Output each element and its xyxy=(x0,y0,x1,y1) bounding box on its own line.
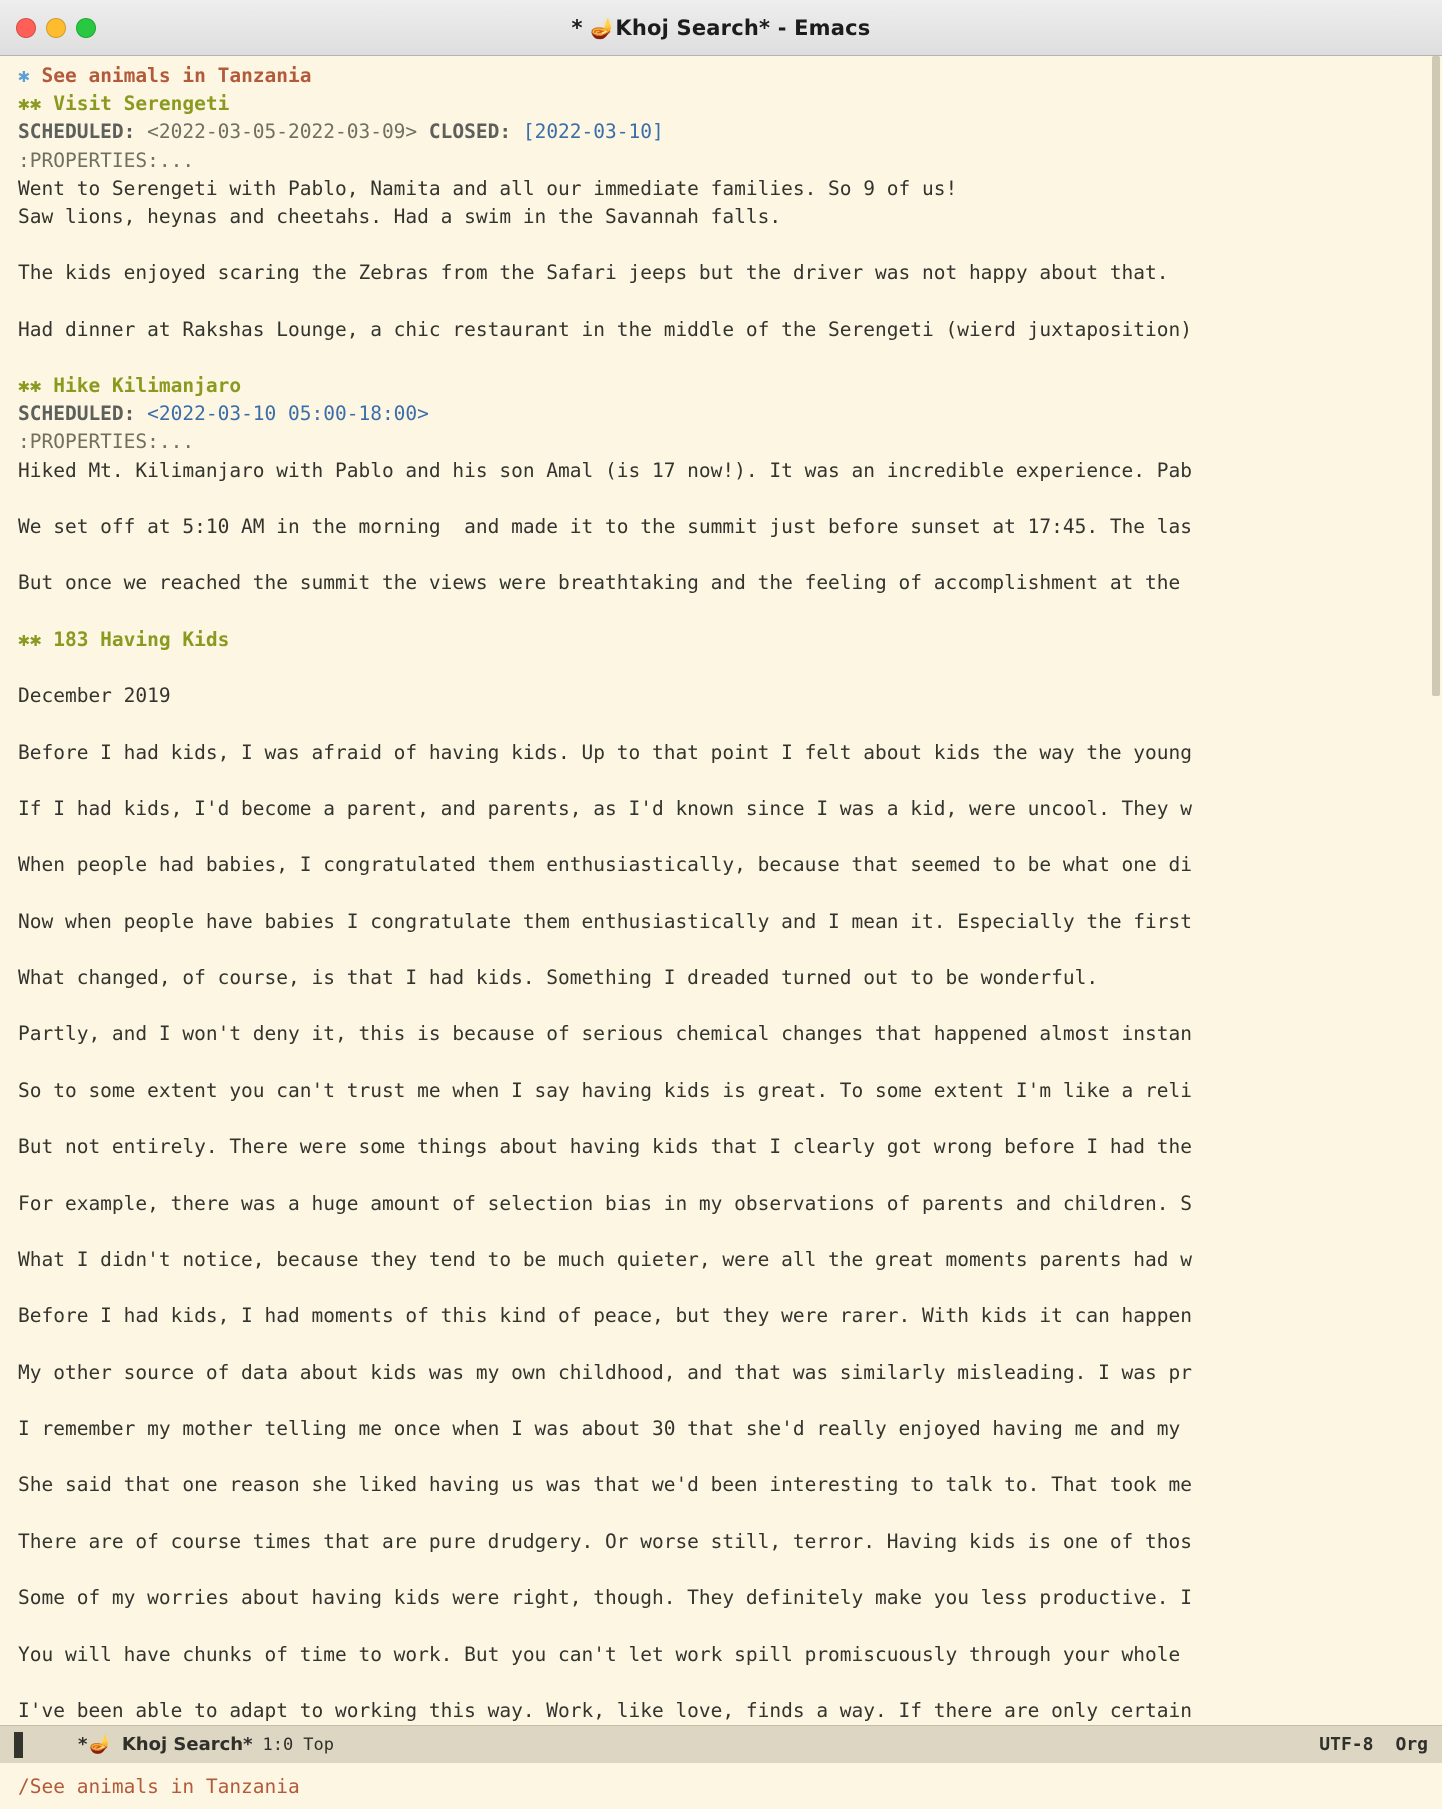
buffer-text: Partly, and I won't deny it, this is because of serious chemical changes that happened almost instan xyxy=(18,1022,1192,1046)
buffer-line xyxy=(18,1584,1426,1612)
buffer-line xyxy=(18,203,1426,231)
zoom-button-icon[interactable] xyxy=(76,18,96,38)
mode-line xyxy=(0,1725,1442,1763)
buffer-line xyxy=(18,1105,1426,1133)
org-scheduled-keyword: SCHEDULED: xyxy=(18,120,136,144)
buffer-line xyxy=(18,1387,1426,1415)
buffer-text: Before I had kids, I was afraid of having kids. Up to that point I felt about kids the way the young xyxy=(18,740,1192,764)
buffer-line xyxy=(18,1218,1426,1246)
buffer-line xyxy=(18,626,1426,654)
buffer-line xyxy=(18,1697,1426,1725)
buffer-line xyxy=(18,1471,1426,1499)
title-bar xyxy=(0,0,1442,56)
buffer-line xyxy=(18,62,1426,90)
buffer-line xyxy=(18,344,1426,372)
buffer-text: She said that one reason she liked having us was that we'd been interesting to talk to. That took me xyxy=(18,1473,1192,1497)
buffer-line xyxy=(18,1246,1426,1274)
buffer-line xyxy=(18,513,1426,541)
buffer-line xyxy=(18,682,1426,710)
buffer-text: We set off at 5:10 AM in the morning and made it to the summit just before sunset at 17:45. The las xyxy=(18,515,1192,538)
mode-line-left xyxy=(78,1734,1319,1755)
mode-line-buffer-name: Khoj Search* xyxy=(121,1734,253,1756)
buffer-line xyxy=(18,992,1426,1020)
buffer-line xyxy=(18,1161,1426,1189)
buffer-line xyxy=(18,288,1426,316)
org-bullet-icon: ✱✱ xyxy=(18,374,42,398)
org-heading-level-2[interactable]: Hike Kilimanjaro xyxy=(41,374,242,398)
buffer-text: December 2019 xyxy=(18,684,171,708)
buffer-text: What changed, of course, is that I had kids. Something I dreaded turned out to be wonderful. xyxy=(18,966,1099,989)
vertical-scrollbar[interactable] xyxy=(1430,56,1442,1725)
buffer-line xyxy=(18,767,1426,795)
buffer-line xyxy=(18,710,1426,738)
buffer-text: Before I had kids, I had moments of this kind of peace, but they were rarer. With kids it can happen xyxy=(18,1304,1192,1328)
org-bullet-icon: ✱✱ xyxy=(18,627,42,651)
mode-line-cursor-indicator xyxy=(14,1732,23,1758)
buffer-line xyxy=(18,316,1426,344)
buffer-line xyxy=(18,1415,1426,1443)
buffer-line xyxy=(18,851,1426,879)
buffer-area[interactable] xyxy=(0,56,1442,1725)
buffer-line xyxy=(18,569,1426,597)
buffer-line xyxy=(18,541,1426,569)
buffer-text: My other source of data about kids was my own childhood, and that was similarly misleading. I was pr xyxy=(18,1360,1192,1384)
close-button-icon[interactable] xyxy=(16,18,36,38)
buffer-line xyxy=(18,1274,1426,1302)
org-scheduled-timestamp[interactable]: <2022-03-10 05:00-18:00> xyxy=(135,402,429,426)
org-scheduled-timestamp[interactable]: <2022-03-05-2022-03-09> xyxy=(135,120,429,144)
khoj-lamp-icon: 🪔 xyxy=(590,15,616,40)
buffer-line xyxy=(18,457,1426,485)
buffer-line xyxy=(18,739,1426,767)
mode-line-khoj-icon: 🪔 xyxy=(89,1734,112,1756)
buffer-line xyxy=(18,175,1426,203)
mode-line-major-mode[interactable]: Org xyxy=(1395,1734,1428,1756)
buffer-line xyxy=(18,936,1426,964)
mode-line-buffer-prefix: * xyxy=(78,1734,88,1756)
buffer-line xyxy=(18,1443,1426,1471)
buffer-text: When people had babies, I congratulated them enthusiastically, because that seemed to be what one di xyxy=(18,853,1192,877)
buffer-line xyxy=(18,118,1426,146)
buffer-line xyxy=(18,1077,1426,1105)
buffer-line xyxy=(18,654,1426,682)
window-title-main: Khoj Search* - Emacs xyxy=(615,15,871,40)
mode-line-encoding: UTF-8 xyxy=(1319,1734,1374,1756)
buffer-text: But not entirely. There were some things about having kids that I clearly got wrong before I had the xyxy=(18,1135,1192,1159)
mode-line-scroll-state: Top xyxy=(303,1734,334,1755)
buffer-text: You will have chunks of time to work. But you can't let work spill promiscuously through your whole xyxy=(18,1642,1192,1666)
window-title-prefix: * xyxy=(571,15,591,40)
buffer-line xyxy=(18,1190,1426,1218)
buffer-line xyxy=(18,1359,1426,1387)
buffer-text: Had dinner at Rakshas Lounge, a chic restaurant in the middle of the Serengeti (wierd juxtaposition) xyxy=(18,317,1192,341)
buffer-text: Hiked Mt. Kilimanjaro with Pablo and his son Amal (is 17 now!). It was an incredible experience. Pab xyxy=(18,458,1192,482)
minimize-button-icon[interactable] xyxy=(46,18,66,38)
buffer-text: So to some extent you can't trust me when I say having kids is great. To some extent I'm like a reli xyxy=(18,1078,1192,1102)
buffer-line xyxy=(18,1302,1426,1330)
scrollbar-thumb[interactable] xyxy=(1432,56,1440,696)
org-heading-level-2[interactable]: 183 Having Kids xyxy=(41,627,230,651)
buffer-text: Went to Serengeti with Pablo, Namita and all our immediate families. So 9 of us! xyxy=(18,176,958,200)
window-controls[interactable] xyxy=(16,18,96,38)
buffer-line xyxy=(18,1330,1426,1358)
org-bullet-icon: ✱ xyxy=(18,64,30,87)
buffer-line xyxy=(18,485,1426,513)
buffer-line xyxy=(18,1641,1426,1669)
buffer-line xyxy=(18,964,1426,992)
buffer-line xyxy=(18,90,1426,118)
buffer-line xyxy=(18,598,1426,626)
buffer-text: I remember my mother telling me once when I was about 30 that she'd really enjoyed having me and my xyxy=(18,1417,1192,1440)
buffer-text: There are of course times that are pure drudgery. Or worse still, terror. Having kids is one of thos xyxy=(18,1529,1192,1553)
org-heading-level-2[interactable]: Visit Serengeti xyxy=(41,92,230,116)
buffer-line xyxy=(18,879,1426,907)
buffer-text: But once we reached the summit the views were breathtaking and the feeling of accomplishment at the xyxy=(18,571,1192,595)
buffer-line xyxy=(18,1612,1426,1640)
buffer-line xyxy=(18,428,1426,456)
buffer-line xyxy=(18,1556,1426,1584)
buffer-line xyxy=(18,1500,1426,1528)
window-title xyxy=(0,16,1442,40)
buffer-line xyxy=(18,1049,1426,1077)
buffer-text: Saw lions, heynas and cheetahs. Had a swim in the Savannah falls. xyxy=(18,204,782,228)
buffer-line xyxy=(18,823,1426,851)
buffer-lines xyxy=(18,62,1426,1725)
echo-area-text: /See animals in Tanzania xyxy=(18,1774,300,1798)
echo-area[interactable] xyxy=(0,1763,1442,1809)
buffer-line xyxy=(18,1020,1426,1048)
mode-line-position: 1:0 xyxy=(262,1734,294,1755)
buffer-line xyxy=(18,231,1426,259)
mode-line-right xyxy=(1319,1734,1428,1755)
buffer-text: For example, there was a huge amount of selection bias in my observations of parents and children. S xyxy=(18,1191,1192,1215)
buffer-text: If I had kids, I'd become a parent, and parents, as I'd known since I was a kid, were uncool. They w xyxy=(18,796,1192,820)
org-bullet-icon: ✱✱ xyxy=(18,92,42,116)
buffer-line xyxy=(18,908,1426,936)
buffer-line xyxy=(18,1133,1426,1161)
org-properties-drawer[interactable]: :PROPERTIES:... xyxy=(18,148,195,172)
buffer-line xyxy=(18,1528,1426,1556)
org-closed-keyword: CLOSED: xyxy=(428,120,512,144)
mode-line-wrap xyxy=(0,1725,1442,1763)
buffer-text: Now when people have babies I congratulate them enthusiastically and I mean it. Especially the first xyxy=(18,909,1192,933)
buffer-text: I've been able to adapt to working this way. Work, like love, finds a way. If there are only certain xyxy=(18,1698,1192,1722)
buffer-line xyxy=(18,1669,1426,1697)
buffer-line xyxy=(18,259,1426,287)
buffer-line xyxy=(18,372,1426,400)
org-scheduled-keyword: SCHEDULED: xyxy=(18,402,136,426)
buffer-text: The kids enjoyed scaring the Zebras from the Safari jeeps but the driver was not happy about that. xyxy=(18,261,1169,285)
org-heading-level-1[interactable]: See animals in Tanzania xyxy=(29,64,312,87)
org-properties-drawer[interactable]: :PROPERTIES:... xyxy=(18,430,195,454)
buffer-text: What I didn't notice, because they tend to be much quieter, were all the great moments parents had w xyxy=(18,1247,1192,1271)
buffer-text: Some of my worries about having kids were right, though. They definitely make you less productive. I xyxy=(18,1586,1192,1610)
buffer-line xyxy=(18,795,1426,823)
org-closed-timestamp[interactable]: [2022-03-10] xyxy=(511,120,664,144)
buffer-line xyxy=(18,147,1426,175)
buffer-line xyxy=(18,400,1426,428)
